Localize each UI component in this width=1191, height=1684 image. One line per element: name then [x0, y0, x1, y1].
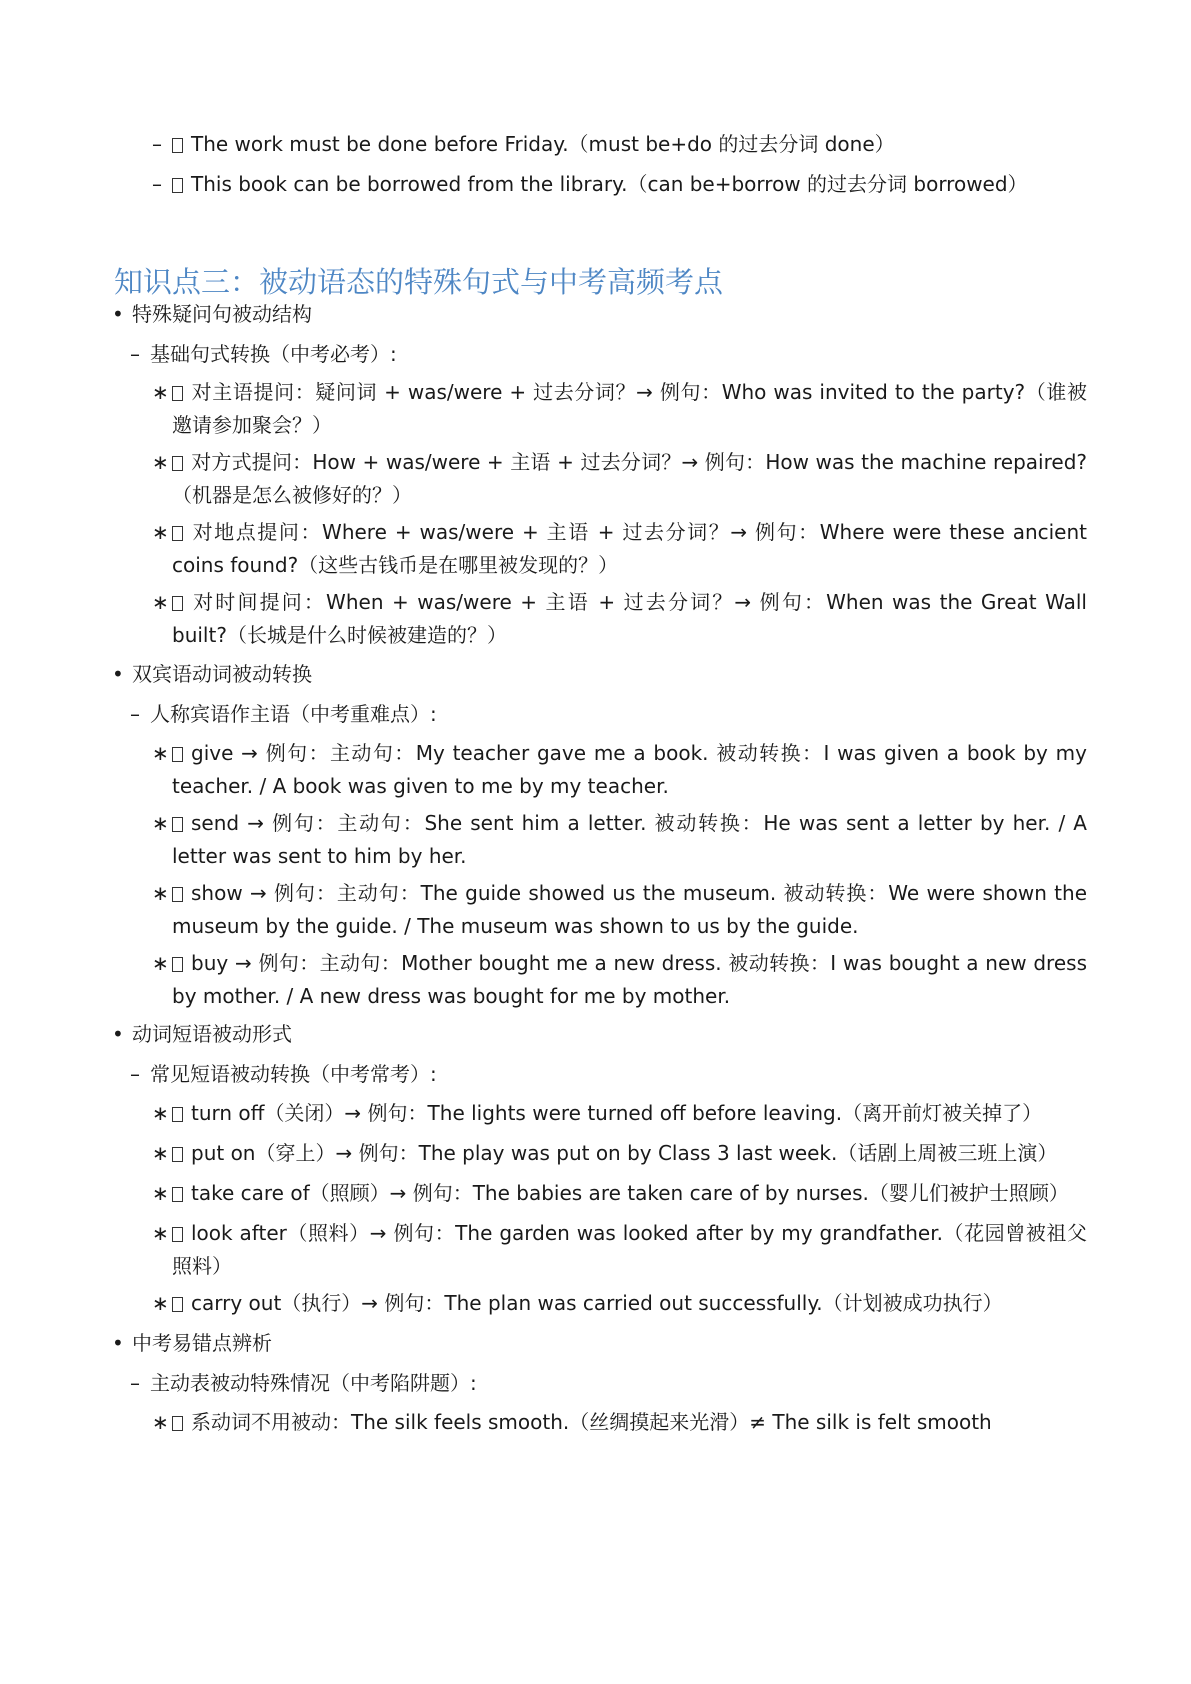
- checkbox-icon: [172, 596, 183, 611]
- star-marker: ∗: [152, 520, 169, 544]
- star-marker: ∗: [152, 881, 169, 905]
- list-item: ∗ look after（照料）→ 例句：The garden was looked after by my grandfather.（花园曾被祖父照料）: [152, 1217, 1087, 1283]
- checkbox-icon: [172, 957, 183, 972]
- list-item: ∗ turn off（关闭）→ 例句：The lights were turned off before leaving.（离开前灯被关掉了）: [152, 1097, 1087, 1130]
- star-marker: ∗: [152, 1410, 169, 1434]
- checkbox-icon: [172, 1416, 183, 1431]
- checkbox-icon: [172, 1147, 183, 1162]
- section-title: • 特殊疑问句被动结构: [112, 298, 312, 331]
- subsection-title: – 主动表被动特殊情况（中考陷阱题）:: [130, 1367, 477, 1400]
- bullet-marker: •: [112, 302, 124, 326]
- subsection-title: – 基础句式转换（中考必考）:: [130, 338, 397, 371]
- subsection-title: – 常见短语被动转换（中考常考）:: [130, 1058, 437, 1091]
- checkbox-icon: [172, 817, 183, 832]
- list-item: ∗ send → 例句：主动句：She sent him a letter. 被动转换：He was sent a letter by her. / A letter was sent to him by her.: [152, 807, 1087, 873]
- dash-marker: –: [152, 132, 162, 156]
- checkbox-icon: [172, 887, 183, 902]
- dash-marker: –: [152, 172, 162, 196]
- bullet-marker: •: [112, 1331, 124, 1355]
- star-marker: ∗: [152, 1291, 169, 1315]
- section-heading: 知识点三：被动语态的特殊句式与中考高频考点: [114, 265, 724, 299]
- list-item: ∗ put on（穿上）→ 例句：The play was put on by Class 3 last week.（话剧上周被三班上演）: [152, 1137, 1087, 1170]
- star-marker: ∗: [152, 450, 169, 474]
- star-marker: ∗: [152, 1141, 169, 1165]
- checkbox-icon: [172, 138, 183, 153]
- star-marker: ∗: [152, 1181, 169, 1205]
- list-item: [152, 128, 1087, 161]
- list-item: ∗ 对时间提问：When + was/were + 主语 + 过去分词？→ 例句：When was the Great Wall built?（长城是什么时候被建造的？）: [152, 586, 1087, 652]
- list-item: ∗ carry out（执行）→ 例句：The plan was carried out successfully.（计划被成功执行）: [152, 1287, 1087, 1320]
- list-item: ∗ show → 例句：主动句：The guide showed us the museum. 被动转换：We were shown the museum by the guide. / The museum was shown to us by the guide.: [152, 877, 1087, 943]
- list-item: [152, 168, 1087, 201]
- checkbox-icon: [172, 1187, 183, 1202]
- checkbox-icon: [172, 1107, 183, 1122]
- star-marker: ∗: [152, 811, 169, 835]
- dash-marker: –: [130, 1371, 140, 1395]
- bullet-marker: •: [112, 1022, 124, 1046]
- checkbox-icon: [172, 526, 183, 541]
- list-item: ∗ 系动词不用被动：The silk feels smooth.（丝绸摸起来光滑）≠ The silk is felt smooth: [152, 1406, 1087, 1439]
- list-item: ∗ 对主语提问：疑问词 + was/were + 过去分词？→ 例句：Who was invited to the party?（谁被邀请参加聚会？）: [152, 376, 1087, 442]
- checkbox-icon: [172, 1227, 183, 1242]
- bullet-marker: •: [112, 662, 124, 686]
- checkbox-icon: [172, 1297, 183, 1312]
- dash-marker: –: [130, 1062, 140, 1086]
- list-item: ∗ give → 例句：主动句：My teacher gave me a book. 被动转换：I was given a book by my teacher. / A book was given to me by my teacher.: [152, 737, 1087, 803]
- section-title: • 中考易错点辨析: [112, 1327, 272, 1360]
- dash-marker: –: [130, 342, 140, 366]
- section-title: • 双宾语动词被动转换: [112, 658, 312, 691]
- star-marker: ∗: [152, 741, 169, 765]
- item-text: This book can be borrowed from the library.（can be+borrow 的过去分词 borrowed）: [191, 172, 1028, 196]
- star-marker: ∗: [152, 380, 169, 404]
- star-marker: ∗: [152, 590, 169, 614]
- checkbox-icon: [172, 456, 183, 471]
- list-item: ∗ 对方式提问：How + was/were + 主语 + 过去分词？→ 例句：How was the machine repaired?（机器是怎么被修好的？）: [152, 446, 1087, 512]
- star-marker: ∗: [152, 951, 169, 975]
- star-marker: ∗: [152, 1101, 169, 1125]
- list-item: ∗ 对地点提问：Where + was/were + 主语 + 过去分词？→ 例句：Where were these ancient coins found?（这些古钱币是在哪里被发现的？）: [152, 516, 1087, 582]
- item-text: The work must be done before Friday.（must be+do 的过去分词 done）: [191, 132, 895, 156]
- list-item: ∗ take care of（照顾）→ 例句：The babies are taken care of by nurses.（婴儿们被护士照顾）: [152, 1177, 1087, 1210]
- checkbox-icon: [172, 747, 183, 762]
- checkbox-icon: [172, 386, 183, 401]
- checkbox-icon: [172, 178, 183, 193]
- subsection-title: – 人称宾语作主语（中考重难点）:: [130, 698, 437, 731]
- section-title: • 动词短语被动形式: [112, 1018, 292, 1051]
- star-marker: ∗: [152, 1221, 169, 1245]
- list-item: ∗ buy → 例句：主动句：Mother bought me a new dress. 被动转换：I was bought a new dress by mother. / A new dress was bought for me by mother.: [152, 947, 1087, 1013]
- dash-marker: –: [130, 702, 140, 726]
